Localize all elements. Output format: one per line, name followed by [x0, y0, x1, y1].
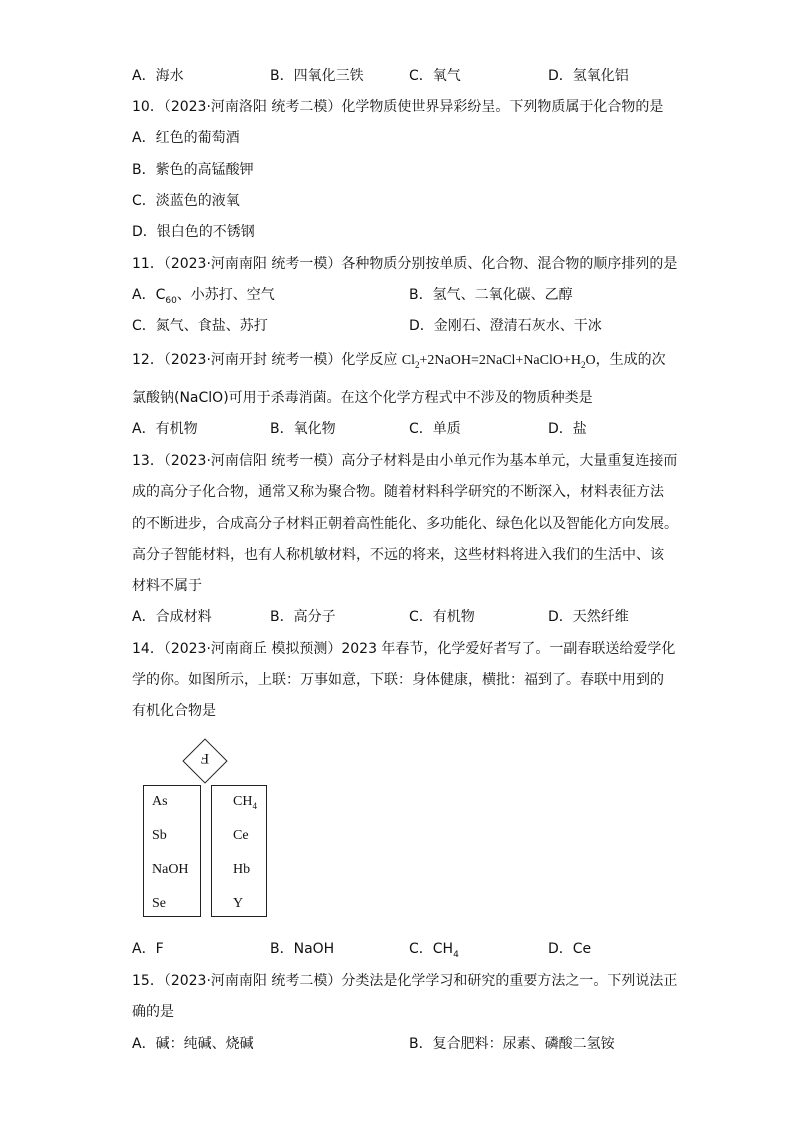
q10-option-b: B．紫色的高锰酸钾: [132, 162, 254, 178]
q15-option-b: B．复合肥料：尿素、磷酸二氢铵: [409, 1036, 615, 1052]
q15-option-a: A．碱：纯碱、烧碱: [132, 1036, 254, 1052]
couplet-right-item: $CH_4$: [233, 794, 257, 811]
q9-option-c: C．氧气: [409, 68, 461, 84]
q14-option-a: A．F: [132, 941, 164, 957]
q11-option-b: B．氢气、二氧化碳、乙醇: [409, 287, 573, 303]
q10-option-d: D．银白色的不锈钢: [132, 224, 255, 240]
couplet-right-item: Ce: [233, 828, 249, 843]
couplet-left-item: Se: [152, 896, 166, 911]
couplet-left-item: NaOH: [152, 862, 189, 877]
q12-option-b: B．氧化物: [270, 421, 336, 437]
q10-option-a: A．红色的葡萄酒: [132, 130, 240, 146]
chemical-equation: $Cl_2+2NaOH=2NaCl+NaClO+H_2O$: [401, 353, 596, 370]
q11-option-c: C．氮气、食盐、苏打: [132, 318, 268, 334]
q15-line-1: 15．（2023·河南南阳 统考二模）分类法是化学学习和研究的重要方法之一。下列说法正: [132, 973, 678, 989]
q13-option-d: D．天然纤维: [548, 609, 629, 625]
q13-line-3: 的不断进步，合成高分子材料正朝着高性能化、多功能化、绿色化以及智能化方向发展。: [132, 516, 678, 532]
q14-option-b: B．NaOH: [270, 941, 335, 957]
q13-line-5: 材料不属于: [132, 578, 202, 594]
q11-option-d: D．金刚石、澄清石灰水、干冰: [409, 318, 602, 334]
q14-line-2: 学的你。如图所示，上联：万事如意，下联：身体健康，横批：福到了。春联中用到的: [132, 672, 664, 688]
couplet-left-scroll: [143, 785, 201, 917]
q12-option-c: C．单质: [409, 421, 461, 437]
couplet-left-item: As: [152, 794, 168, 809]
couplet-left-item: Sb: [152, 828, 167, 843]
q14-option-d: D．Ce: [548, 941, 592, 957]
q13-option-b: B．高分子: [270, 609, 336, 625]
couplet-right-scroll: [211, 785, 267, 917]
q13-line-4: 高分子智能材料，也有人称机敏材料，不远的将来，这些材料将进入我们的生活中、该: [132, 547, 664, 563]
q9-option-a: A．海水: [132, 68, 184, 84]
q15-line-2: 确的是: [132, 1004, 174, 1020]
q9-option-b: B．四氧化三铁: [270, 68, 364, 84]
q14-option-c: C．$CH_4$: [409, 941, 459, 960]
couplet-right-item: Y: [233, 896, 244, 911]
q12-stem-line2: 氯酸钠(NaClO)可用于杀毒消菌。在这个化学方程式中不涉及的物质种类是: [132, 390, 593, 406]
couplet-right-item: Hb: [233, 862, 251, 877]
q10-stem: 10．（2023·河南洛阳 统考二模）化学物质使世界异彩纷呈。下列物质属于化合物的是: [132, 99, 664, 115]
q13-option-a: A．合成材料: [132, 609, 212, 625]
q14-line-1: 14．（2023·河南商丘 模拟预测）2023 年春节，化学爱好者写了。一副春联送给爱学化: [132, 641, 676, 657]
couplet-diamond-character: F: [200, 750, 210, 766]
q11-option-a: A．$C_{60}$、小苏打、空气: [132, 287, 275, 306]
q12-option-a: A．有机物: [132, 421, 198, 437]
q13-option-c: C．有机物: [409, 609, 475, 625]
q10-option-c: C．淡蓝色的液氧: [132, 193, 240, 209]
q12-option-d: D．盐: [548, 421, 587, 437]
q11-stem: 11．（2023·河南南阳 统考一模）各种物质分别按单质、化合物、混合物的顺序排列的是: [132, 256, 678, 272]
q13-line-1: 13．（2023·河南信阳 统考一模）高分子材料是由小单元作为基本单元，大量重复连接而: [132, 453, 678, 469]
q9-option-d: D．氢氧化铝: [548, 68, 629, 84]
q12-stem: 12．（2023·河南开封 统考一模）化学反应 $Cl_2+2NaOH=2NaCl+NaClO+H_2O$，生成的次: [132, 352, 666, 370]
q14-line-3: 有机化合物是: [132, 703, 216, 719]
q13-line-2: 成的高分子化合物，通常又称为聚合物。随着材料科学研究的不断深入，材料表征方法: [132, 484, 664, 500]
